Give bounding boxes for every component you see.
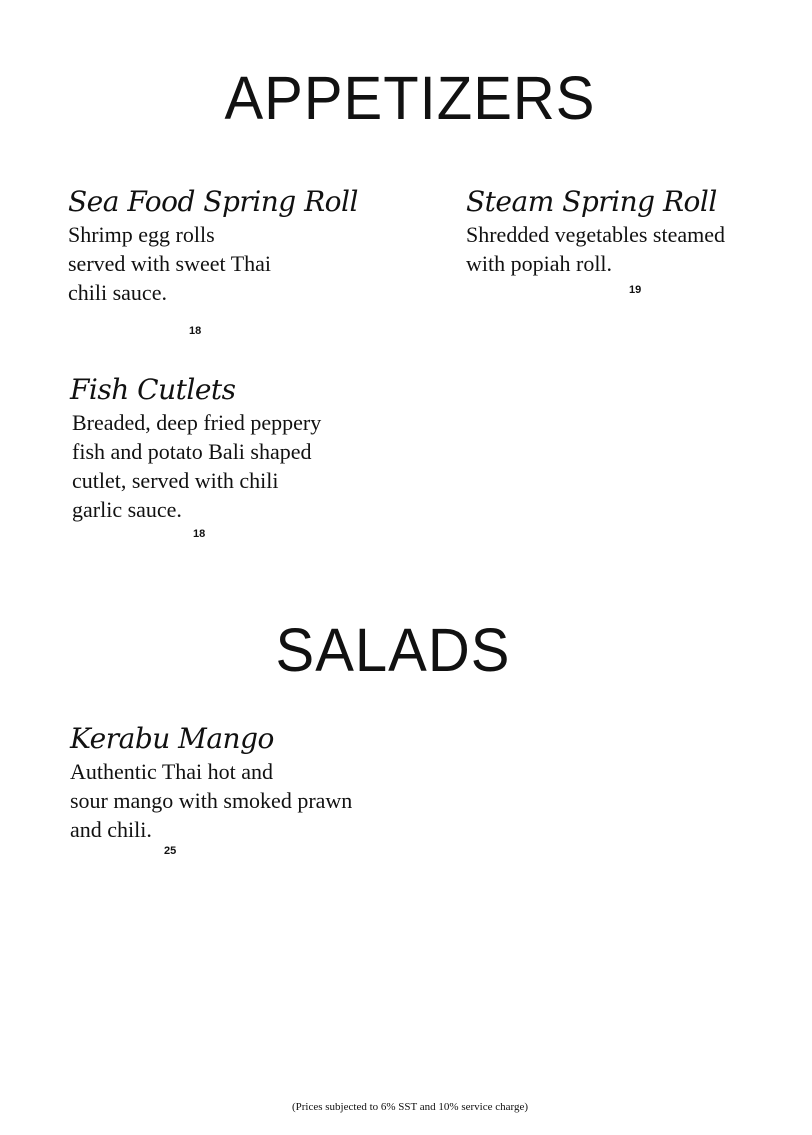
item-name: Steam Spring Roll xyxy=(466,185,717,218)
price-note-footer: (Prices subjected to 6% SST and 10% service charge) xyxy=(291,1101,529,1113)
menu-item-fish-cutlets xyxy=(70,373,322,524)
item-description: Shredded vegetables steamed with popiah roll. xyxy=(466,222,726,276)
item-price: 25 xyxy=(164,845,177,857)
item-name: Fish Cutlets xyxy=(70,373,236,406)
menu-item-kerabu-mango xyxy=(70,722,353,844)
item-description: Breaded, deep fried peppery fish and potato Bali shaped cutlet, served with chili garlic sauce. xyxy=(72,410,322,522)
item-price: 18 xyxy=(189,325,202,337)
item-description: Authentic Thai hot and sour mango with smoked prawn and chili. xyxy=(70,759,353,842)
item-name: Kerabu Mango xyxy=(70,722,274,755)
item-name: Sea Food Spring Roll xyxy=(68,185,358,218)
item-description: Shrimp egg rolls served with sweet Thai chili sauce. xyxy=(68,222,272,305)
section-title-appetizers: APPETIZERS xyxy=(224,64,596,133)
menu-item-sea-food-spring-roll xyxy=(68,185,358,307)
menu-item-steam-spring-roll xyxy=(466,185,726,278)
item-price: 18 xyxy=(193,528,206,540)
section-title-salads: SALADS xyxy=(275,616,511,685)
item-price: 19 xyxy=(629,284,642,296)
